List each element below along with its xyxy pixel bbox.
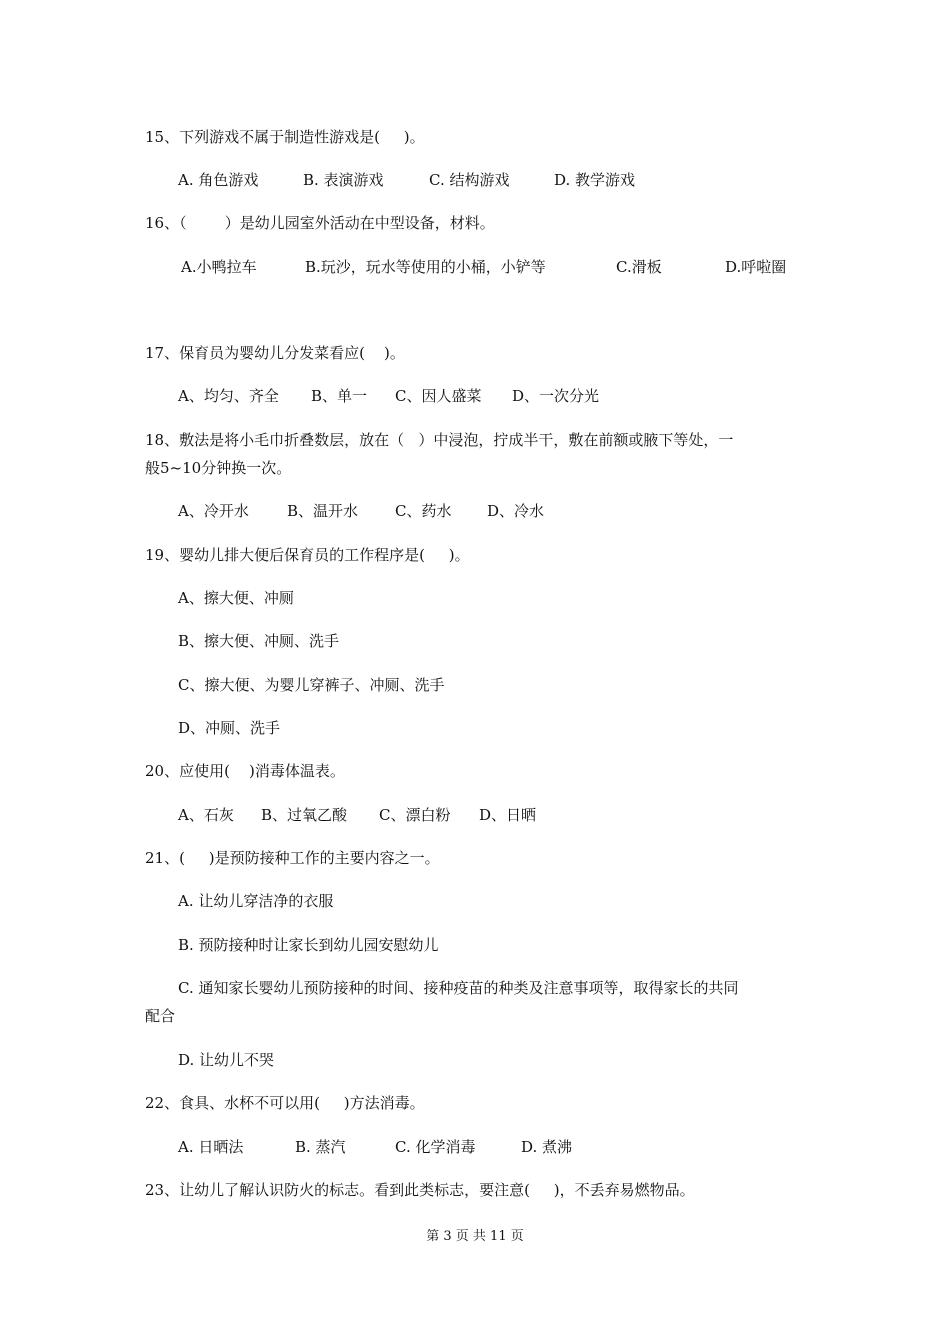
question-17-option-b: B、单一: [311, 387, 368, 405]
question-20-option-a: A、石灰: [178, 806, 234, 824]
question-18-stem-line2: 般5~10分钟换一次。: [145, 459, 292, 477]
question-19-stem: 19、婴幼儿排大便后保育员的工作程序是( )。: [145, 546, 470, 564]
question-17-option-a: A、均匀、齐全: [178, 387, 279, 405]
question-22-option-b: B. 蒸汽: [295, 1138, 346, 1156]
question-21-option-b: B. 预防接种时让家长到幼儿园安慰幼儿: [178, 936, 439, 954]
question-15-stem: 15、下列游戏不属于制造性游戏是( )。: [145, 128, 425, 146]
question-15-option-c: C. 结构游戏: [429, 171, 510, 189]
question-17-option-d: D、一次分光: [512, 387, 600, 405]
question-16-option-c: C.滑板: [616, 258, 662, 276]
question-17-stem: 17、保育员为婴幼儿分发菜看应( )。: [145, 344, 405, 362]
question-15-option-b: B. 表演游戏: [303, 171, 384, 189]
question-21-option-d: D. 让幼儿不哭: [178, 1051, 275, 1069]
question-18-option-d: D、冷水: [487, 502, 545, 520]
question-16-option-b: B.玩沙，玩水等使用的小桶，小铲等: [305, 258, 546, 276]
question-16-option-a: A.小鸭拉车: [181, 258, 257, 276]
question-21-option-a: A. 让幼儿穿洁净的衣服: [178, 892, 334, 910]
question-15-option-a: A. 角色游戏: [178, 171, 259, 189]
question-22-option-d: D. 煮沸: [521, 1138, 573, 1156]
question-21-option-c-cont: 配合: [145, 1007, 176, 1025]
question-20-option-b: B、过氧乙酸: [261, 806, 348, 824]
question-18-option-c: C、药水: [395, 502, 452, 520]
question-22-stem: 22、食具、水杯不可以用( )方法消毒。: [145, 1094, 425, 1112]
question-23-stem: 23、让幼儿了解认识防火的标志。看到此类标志，要注意( )，不丢弃易燃物品。: [145, 1181, 695, 1199]
question-20-stem: 20、应使用( )消毒体温表。: [145, 762, 345, 780]
question-22-option-a: A. 日晒法: [178, 1138, 244, 1156]
question-19-option-d: D、冲厕、洗手: [178, 719, 281, 737]
question-21-option-c: C. 通知家长婴幼儿预防接种的时间、接种疫苗的种类及注意事项等，取得家长的共同: [178, 979, 739, 997]
question-22-option-c: C. 化学消毒: [395, 1138, 476, 1156]
question-17-option-c: C、因人盛菜: [395, 387, 482, 405]
question-19-option-c: C、擦大便、为婴儿穿裤子、冲厕、洗手: [178, 676, 445, 694]
question-20-option-d: D、日晒: [479, 806, 537, 824]
question-18-option-b: B、温开水: [287, 502, 359, 520]
question-21-stem: 21、( )是预防接种工作的主要内容之一。: [145, 849, 440, 867]
page-footer: 第 3 页 共 11 页: [426, 1229, 524, 1244]
question-16-option-d: D.呼啦圈: [725, 258, 787, 276]
question-18-stem-line1: 18、敷法是将小毛巾折叠数层，放在（ ）中浸泡，拧成半干，敷在前额或腋下等处，一: [145, 431, 734, 449]
question-19-option-b: B、擦大便、冲厕、洗手: [178, 632, 340, 650]
question-15-option-d: D. 教学游戏: [554, 171, 636, 189]
question-20-option-c: C、漂白粉: [379, 806, 451, 824]
question-19-option-a: A、擦大便、冲厕: [178, 589, 294, 607]
question-18-option-a: A、冷开水: [178, 502, 249, 520]
question-16-stem: 16、（ ）是幼儿园室外活动在中型设备，材料。: [145, 214, 495, 232]
